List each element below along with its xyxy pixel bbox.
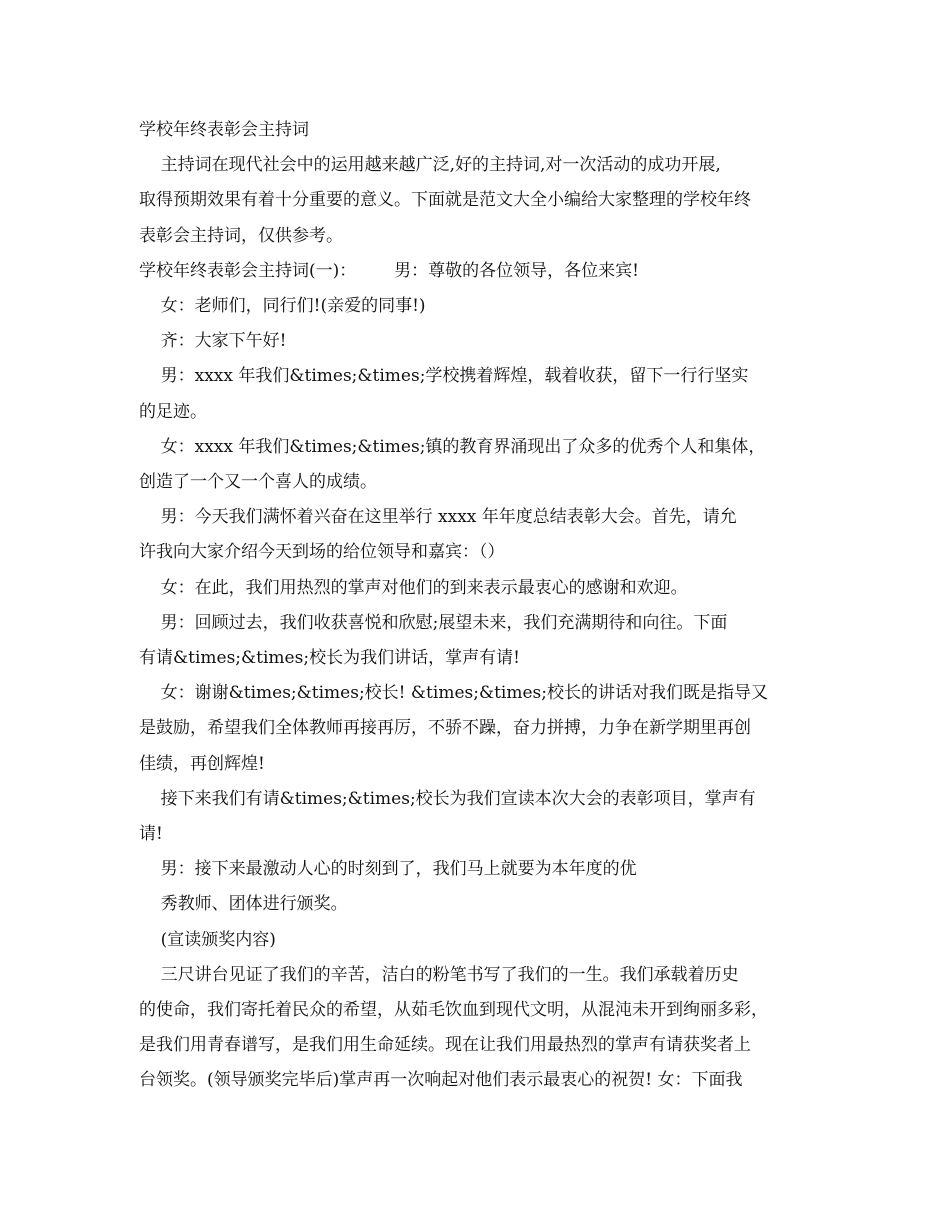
text-line: 取得预期效果有着十分重要的意义。下面就是范文大全小编给大家整理的学校年终 (139, 190, 751, 210)
text-line: 接下来我们有请&times;&times;校长为我们宣读本次大会的表彰项目，掌声有 (139, 789, 756, 809)
text-line: 男：今天我们满怀着兴奋在这里举行 xxxx 年年度总结表彰大会。首先，请允 (139, 507, 737, 527)
text-line: 的使命，我们寄托着民众的希望，从茹毛饮血到现代文明，从混沌未开到绚丽多彩， (139, 1000, 768, 1020)
text-line: 佳绩，再创辉煌! (139, 754, 265, 774)
text-line: 秀教师、团体进行颁奖。 (139, 894, 348, 914)
text-line: 女：xxxx 年我们&times;&times;镇的教育界涌现出了众多的优秀个人和集体， (139, 437, 766, 457)
document-title: 学校年终表彰会主持词 (139, 120, 309, 140)
text-line: 表彰会主持词，仅供参考。 (139, 226, 343, 246)
text-line: 有请&times;&times;校长为我们讲话，掌声有请! (139, 648, 520, 668)
text-line: 是鼓励，希望我们全体教师再接再厉，不骄不躁，奋力拼搏，力争在新学期里再创 (139, 718, 751, 738)
text-line: 女：老师们，同行们!(亲爱的同事!) (139, 296, 426, 316)
text-line: 许我向大家介绍今天到场的给位领导和嘉宾：（） (139, 542, 505, 562)
text-line: 女：在此，我们用热烈的掌声对他们的到来表示最衷心的感谢和欢迎。 (139, 578, 688, 598)
text-line: 学校年终表彰会主持词(一)： 男：尊敬的各位领导，各位来宾! (139, 261, 639, 281)
text-line: (宣读颁奖内容) (139, 930, 276, 950)
text-line: 台领奖。(领导颁奖完毕后)掌声再一次响起对他们表示最衷心的祝贺! 女：下面我 (139, 1070, 743, 1090)
text-line: 男：接下来最激动人心的时刻到了，我们马上就要为本年度的优 (139, 859, 637, 879)
text-line: 是我们用青春谱写，是我们用生命延续。现在让我们用最热烈的掌声有请获奖者上 (139, 1035, 751, 1055)
text-line: 主持词在现代社会中的运用越来越广泛,好的主持词,对一次活动的成功开展, (139, 155, 721, 175)
text-line: 男：xxxx 年我们&times;&times;学校携着辉煌，载着收获，留下一行行坚实 (139, 366, 749, 386)
text-line: 三尺讲台见证了我们的辛苦，洁白的粉笔书写了我们的一生。我们承载着历史 (139, 965, 739, 985)
text-line: 齐：大家下午好! (139, 331, 287, 351)
text-line: 创造了一个又一个喜人的成绩。 (139, 472, 377, 492)
text-line: 男：回顾过去，我们收获喜悦和欣慰;展望未来，我们充满期待和向往。下面 (139, 613, 728, 633)
text-line: 请! (139, 824, 163, 844)
text-line: 女：谢谢&times;&times;校长! &times;&times;校长的讲话对我们既是指导又 (139, 683, 768, 703)
text-line: 的足迹。 (139, 402, 207, 422)
